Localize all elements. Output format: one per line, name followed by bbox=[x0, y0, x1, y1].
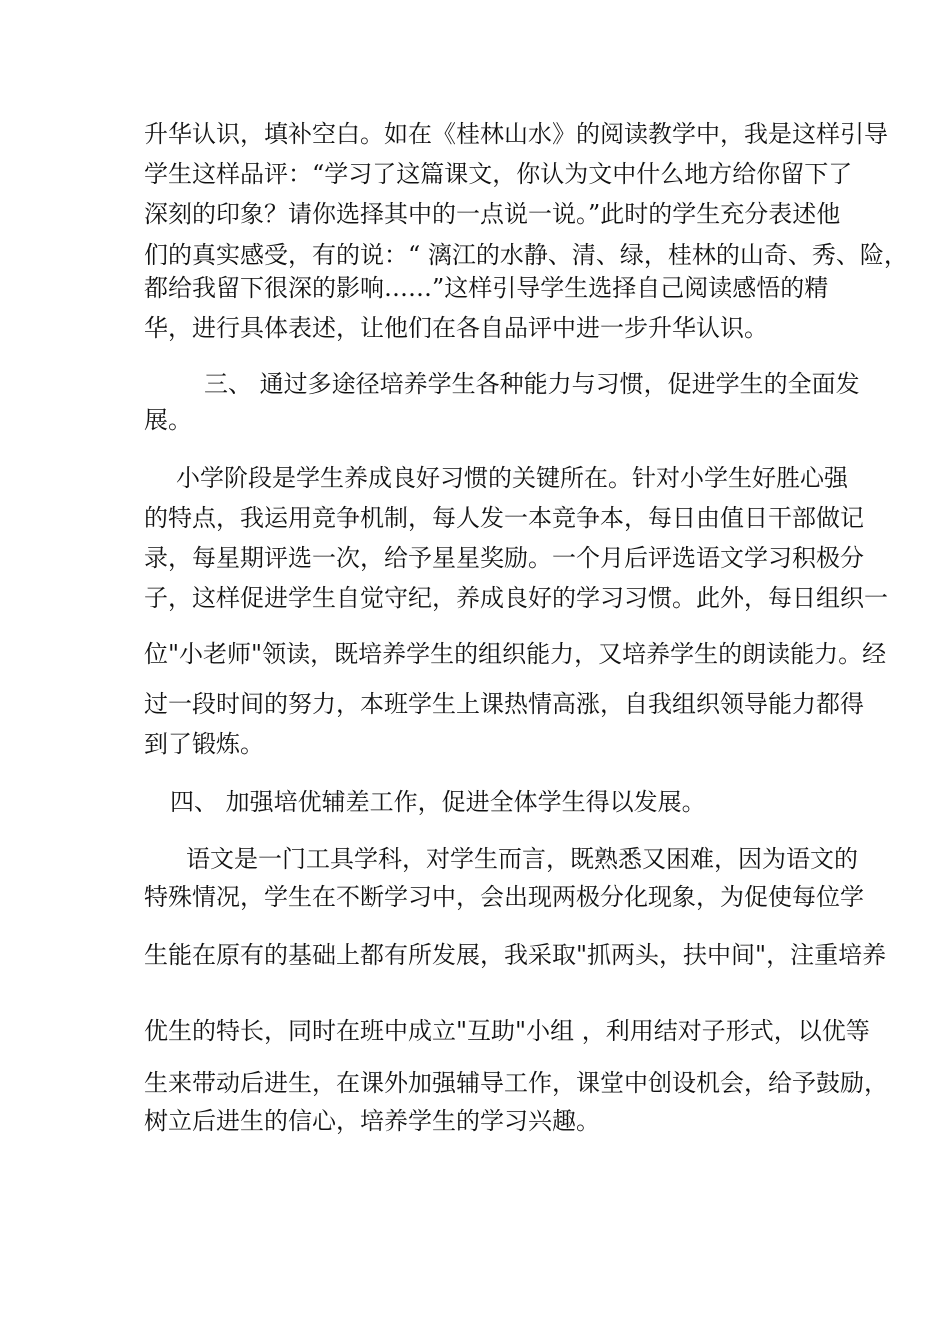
text-line: 语文是一门工具学科，对学生而言，既熟悉又困难，因为语文的 bbox=[186, 845, 858, 873]
text-line: 过一段时间的努力，本班学生上课热情高涨，自我组织领导能力都得 bbox=[144, 690, 864, 718]
text-line: 华，进行具体表述，让他们在各自品评中进一步升华认识。 bbox=[144, 314, 768, 342]
text-line: 升华认识，填补空白。如在《桂林山水》的阅读教学中，我是这样引导 bbox=[144, 120, 888, 148]
text-line: 优生的特长，同时在班中成立"互助"小组 ，利用结对子形式，以优等 bbox=[144, 1017, 870, 1045]
text-line: 都给我留下很深的影响……”这样引导学生选择自己阅读感悟的精 bbox=[144, 274, 829, 302]
text-line: 子，这样促进学生自觉守纪，养成良好的学习习惯。此外，每日组织一 bbox=[144, 584, 888, 612]
section-heading-3: 三、 通过多途径培养学生各种能力与习惯，促进学生的全面发 bbox=[204, 370, 860, 398]
text-line: 深刻的印象？请你选择其中的一点说一说。”此时的学生充分表述他 bbox=[144, 200, 841, 228]
text-line: 录，每星期评选一次，给予星星奖励。一个月后评选语文学习积极分 bbox=[144, 544, 864, 572]
text-line: 生能在原有的基础上都有所发展，我采取"抓两头，扶中间"，注重培养 bbox=[144, 941, 887, 969]
section-heading-3-continued: 展。 bbox=[144, 406, 192, 434]
text-line: 生来带动后进生，在课外加强辅导工作，课堂中创设机会，给予鼓励， bbox=[144, 1069, 888, 1097]
text-line: 到了锻炼。 bbox=[144, 730, 264, 758]
text-line: 们的真实感受，有的说：“ 漓江的水静、清、绿，桂林的山奇、秀、险， bbox=[144, 241, 908, 269]
text-line: 特殊情况，学生在不断学习中，会出现两极分化现象，为促使每位学 bbox=[144, 883, 864, 911]
text-line: 位"小老师"领读，既培养学生的组织能力，又培养学生的朗读能力。经 bbox=[144, 640, 887, 668]
section-heading-4: 四、 加强培优辅差工作，促进全体学生得以发展。 bbox=[170, 788, 706, 816]
text-line: 学生这样品评：“学习了这篇课文，你认为文中什么地方给你留下了 bbox=[144, 160, 853, 188]
text-line: 的特点，我运用竞争机制，每人发一本竞争本，每日由值日干部做记 bbox=[144, 504, 864, 532]
text-line: 树立后进生的信心，培养学生的学习兴趣。 bbox=[144, 1107, 600, 1135]
text-line: 小学阶段是学生养成良好习惯的关键所在。针对小学生好胜心强 bbox=[176, 464, 848, 492]
